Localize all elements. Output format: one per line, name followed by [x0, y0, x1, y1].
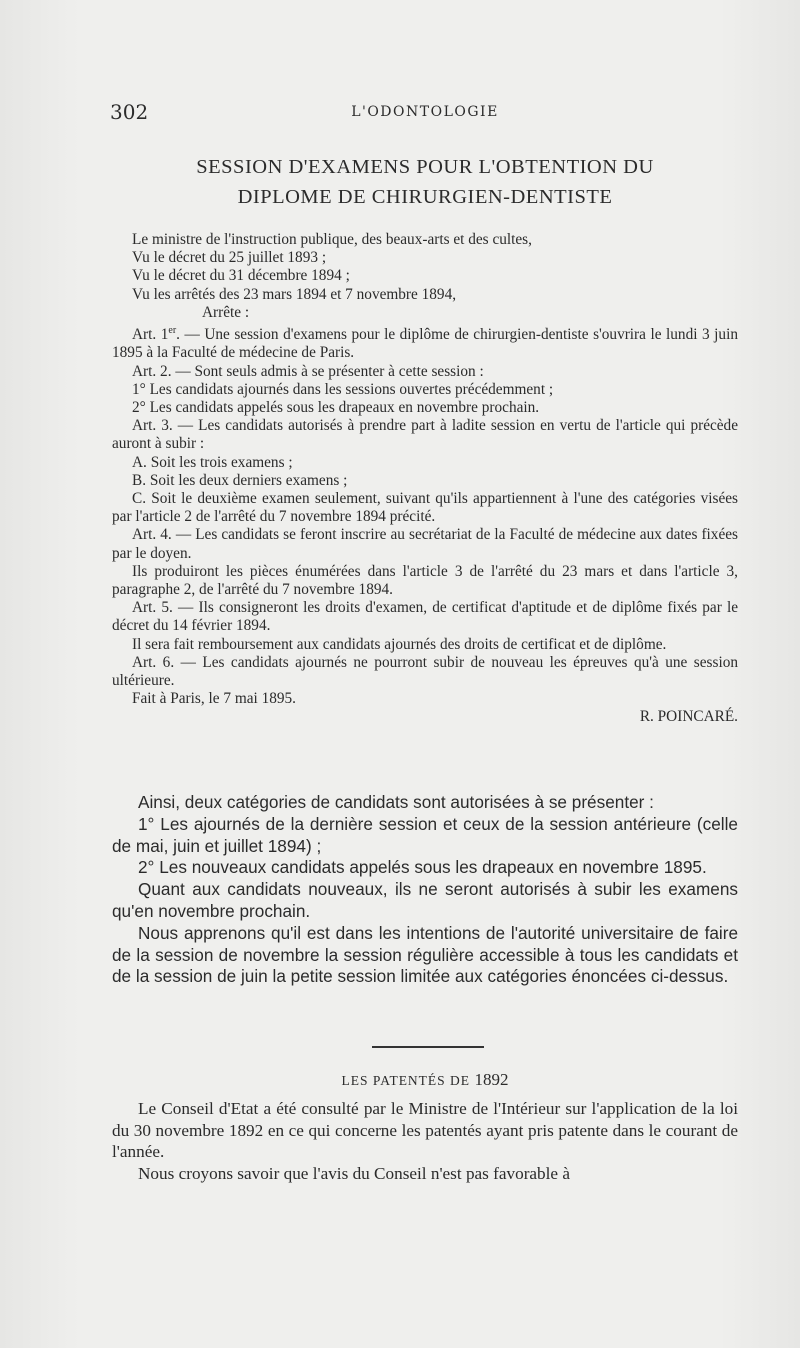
commentary-paragraph: Nous apprenons qu'il est dans les intentions de l'autorité universitaire de faire de la session de novembre la session régulière accessible à tous les candidats et de la session de juin la petite session limitée aux catégories énoncées ci-dessus. — [112, 922, 738, 987]
page-number: 302 — [110, 100, 149, 124]
running-title: L'ODONTOLOGIE — [351, 104, 499, 120]
section-paragraph: Le Conseil d'Etat a été consulté par le Ministre de l'Intérieur sur l'application de la loi du 30 novembre 1892 en ce qui concerne les patentés ayant pris patente dans le courant de l'année. — [112, 1099, 738, 1162]
decree-paragraph: Art. 4. — Les candidats se feront inscrire au secrétariat de la Faculté de médecine aux dates fixées par le doyen. — [112, 526, 738, 562]
decree-text — [112, 231, 738, 727]
decree-paragraph: Art. 6. — Les candidats ajournés ne pourront subir de nouveau les épreuves qu'à une session ultérieure. — [112, 653, 738, 689]
commentary-paragraph: Quant aux candidats nouveaux, ils ne seront autorisés à subir les examens qu'en novembre prochain. — [112, 879, 738, 921]
decree-paragraph: Le ministre de l'instruction publique, des beaux-arts et des cultes, — [132, 231, 532, 248]
commentary-paragraph: Ainsi, deux catégories de candidats sont autorisées à se présenter : — [138, 792, 654, 812]
commentary-text — [112, 792, 738, 988]
section-heading-text: LES PATENTÉS DE — [341, 1073, 475, 1088]
decree-paragraph: B. Soit les deux derniers examens ; — [132, 471, 348, 489]
decree-paragraph: 2° Les candidats appelés sous les drapeaux en novembre prochain. — [132, 398, 540, 416]
article-title — [110, 152, 740, 212]
decree-paragraph: Vu le décret du 31 décembre 1894 ; — [132, 267, 350, 285]
article-title-line-2: DIPLOME DE CHIRURGIEN-DENTISTE — [237, 186, 613, 208]
decree-paragraph: 1° Les candidats ajournés dans les sessions ouvertes précédemment ; — [132, 380, 554, 398]
decree-paragraph: Il sera fait remboursement aux candidats ajournés des droits de certificat et de diplôme. — [132, 635, 667, 653]
decree-paragraph: Art. 2. — Sont seuls admis à se présenter à cette session : — [132, 362, 484, 380]
decree-paragraph: A. Soit les trois examens ; — [132, 453, 293, 471]
decree-paragraph: Vu le décret du 25 juillet 1893 ; — [132, 249, 327, 267]
section-paragraph: Nous croyons savoir que l'avis du Conseil n'est pas favorable à — [138, 1163, 570, 1183]
decree-paragraph: C. Soit le deuxième examen seulement, suivant qu'ils appartiennent à l'une des catégories visées par l'article 2 de l'arrêté du 7 novembre 1894 précité. — [112, 489, 738, 526]
decree-paragraph: Art. 5. — Ils consigneront les droits d'examen, de certificat d'aptitude et de diplôme fixés par le décret du 14 février 1894. — [112, 599, 738, 635]
section-text — [112, 1098, 738, 1184]
article-title-line-1: SESSION D'EXAMENS POUR L'OBTENTION DU — [196, 156, 654, 178]
commentary-paragraph: 1° Les ajournés de la dernière session et ceux de la session antérieure (celle de mai, juin et juillet 1894) ; — [112, 813, 738, 856]
article-number: Art. 1 — [132, 326, 169, 344]
article-text: . — Une session d'examens pour le diplôme de chirurgien-dentiste s'ouvrira le lundi 3 juin 1895 à la Faculté de médecine de Paris. — [112, 326, 738, 362]
article-superscript: er — [168, 325, 177, 337]
commentary-paragraph: 2° Les nouveaux candidats appelés sous les drapeaux en novembre 1895. — [138, 857, 707, 878]
signature: R. POINCARÉ. — [639, 708, 738, 726]
decree-arrete: Arrête : — [202, 303, 250, 321]
decree-date: Fait à Paris, le 7 mai 1895. — [132, 690, 296, 708]
decree-article-1 — [112, 322, 738, 363]
decree-paragraph: Vu les arrêtés des 23 mars 1894 et 7 novembre 1894, — [132, 285, 457, 303]
decree-paragraph: Ils produiront les pièces énumérées dans l'article 3 de l'arrêté du 23 mars et dans l'article 3, paragraphe 2, de l'arrêté du 7 novembre 1894. — [112, 562, 738, 598]
section-divider — [372, 1046, 484, 1048]
decree-paragraph: Art. 3. — Les candidats autorisés à prendre part à ladite session en vertu de l'article qui précède auront à subir : — [112, 417, 738, 453]
section-heading — [110, 1070, 740, 1090]
section-heading-year: 1892 — [474, 1070, 509, 1089]
page-header — [110, 100, 740, 130]
